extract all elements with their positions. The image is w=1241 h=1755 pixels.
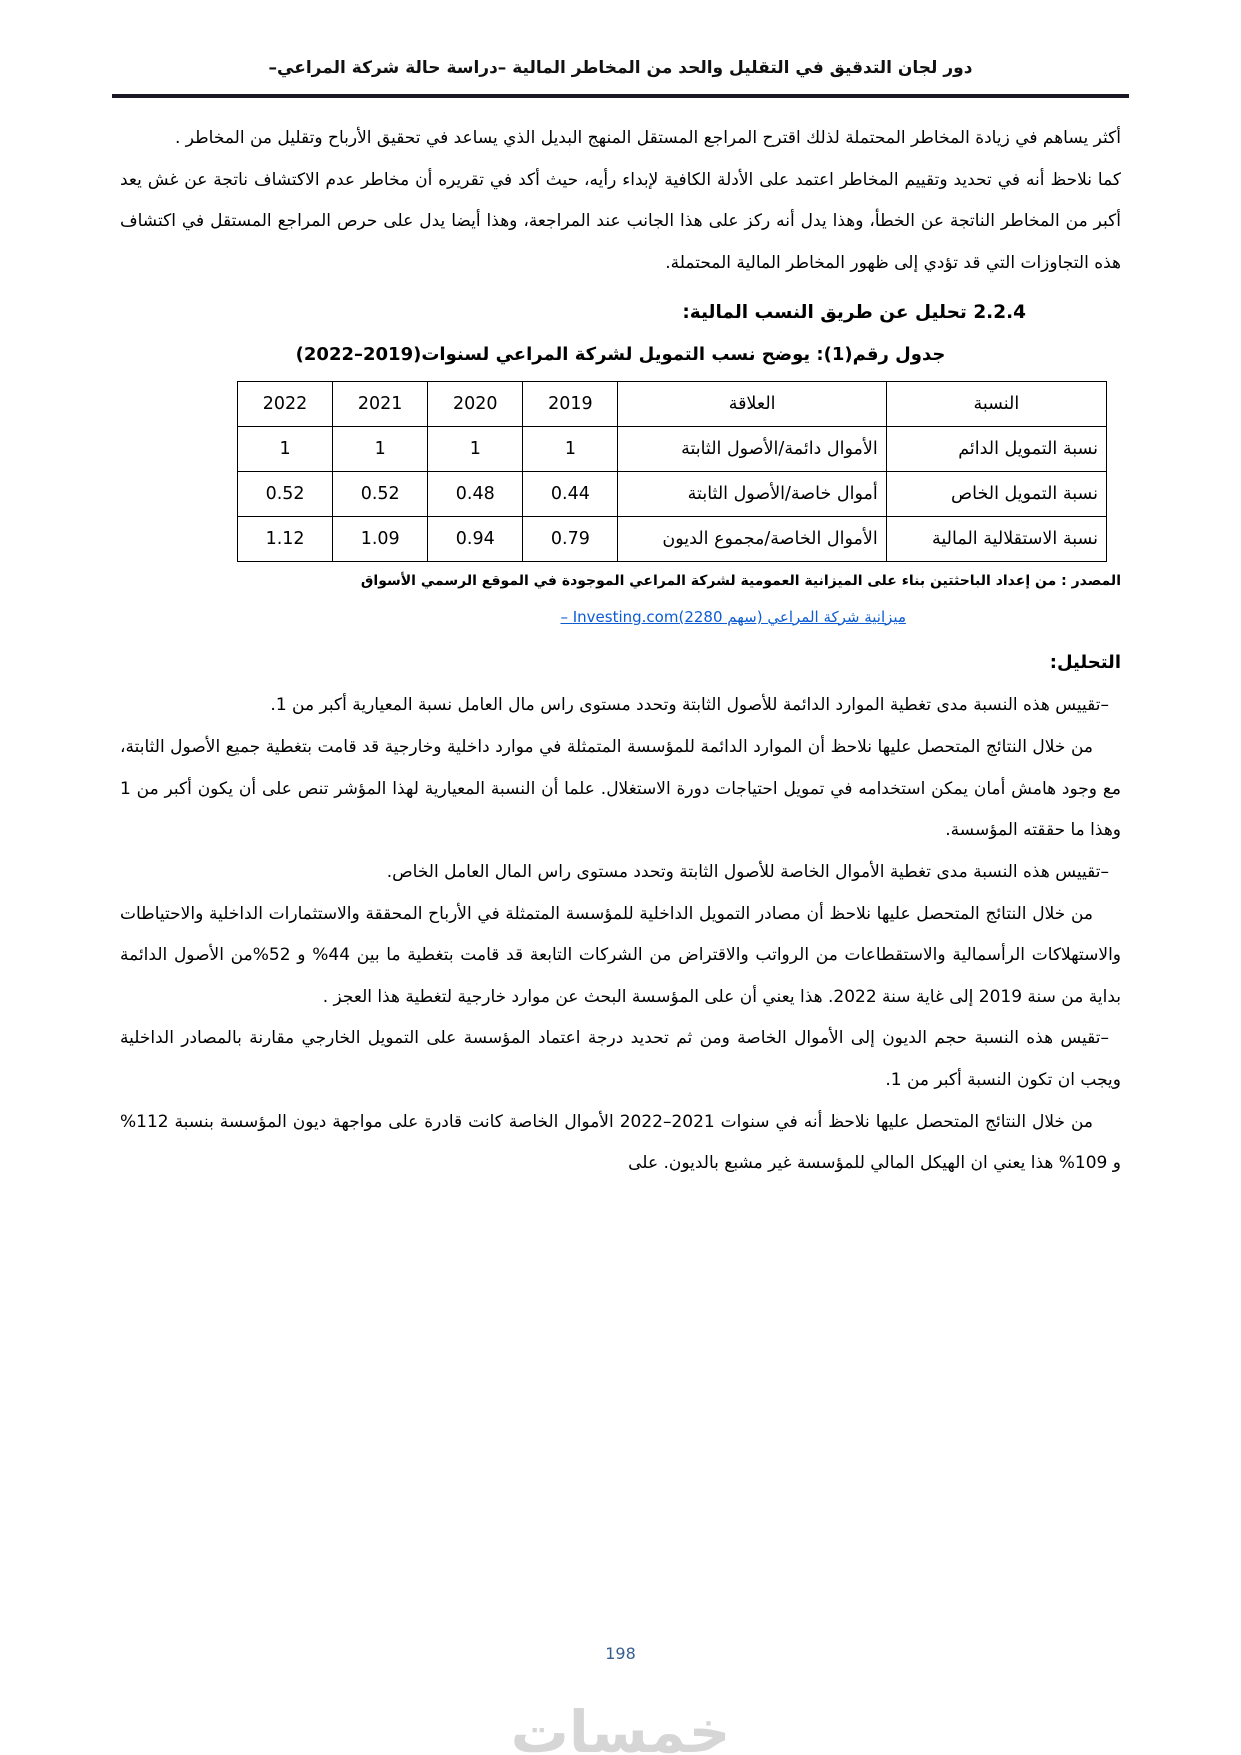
- analysis-paragraph-2: من خلال النتائج المتحصل عليها نلاحظ أن الموارد الدائمة للمؤسسة المتمثلة في موارد داخلية وخارجية قد قامت بتغطية جميع الأصول الثابتة، مع وجود هامش أمان يمكن استخدامه في تمويل احتياجات دورة الاستغلال. علما أن النسبة المعيارية لهذا المؤشر تنص على أن يكون أكبر من 1 وهذا ما حققته المؤسسة.: [120, 736, 1121, 841]
- table-cell-value-2022: 0.52: [238, 472, 333, 517]
- table-cell-ratio-name: نسبة التمويل الخاص: [886, 472, 1106, 517]
- column-header-ratio: النسبة: [886, 382, 1106, 427]
- running-header-title: دور لجان التدقيق في التقليل والحد من المخاطر المالية –دراسة حالة شركة المراعي–: [268, 58, 973, 78]
- table-cell-value-2021: 1: [333, 427, 428, 472]
- analysis-paragraph-1: –تقييس هذه النسبة مدى تغطية الموارد الدائمة للأصول الثابتة وتحدد مستوى راس مال العامل نسبة المعيارية أكبر من 1.: [270, 695, 1109, 716]
- table-cell-value-2021: 1.09: [333, 517, 428, 562]
- intro-paragraph-2: كما نلاحظ أنه في تحديد وتقييم المخاطر اعتمد على الأدلة الكافية لإبداء رأيه، حيث أكد في تقريره أن مخاطر عدم الاكتشاف ناتجة عن غش يعد أكبر من المخاطر الناتجة عن الخطأ، وهذا يدل أنه ركز على هذا الجانب عند المراجعة، وهذا أيضا يدل على حرص المراجع المستقل في اكتشاف هذه التجاوزات التي قد تؤدي إلى ظهور المخاطر المالية المحتملة.: [120, 169, 1121, 273]
- table-cell-value-2019: 0.44: [523, 472, 618, 517]
- table-cell-relation: الأموال الخاصة/مجموع الديون: [618, 517, 886, 562]
- page-content: [0, 98, 1241, 1185]
- table-cell-relation: الأموال دائمة/الأصول الثابتة: [618, 427, 886, 472]
- table-row-financial-independence: [238, 517, 1107, 562]
- intro-paragraph-1: أكثر يساهم في زيادة المخاطر المحتملة لذلك اقترح المراجع المستقل المنهج البديل الذي يساعد في تحقيق الأرباح وتقليل من المخاطر .: [174, 128, 1121, 148]
- table-cell-value-2022: 1.12: [238, 517, 333, 562]
- analysis-heading: التحليل:: [1049, 652, 1121, 674]
- source-link-line: [120, 603, 1121, 632]
- column-header-2020: 2020: [428, 382, 523, 427]
- table-cell-value-2021: 0.52: [333, 472, 428, 517]
- analysis-paragraph-5: –تقيس هذه النسبة حجم الديون إلى الأموال الخاصة ومن ثم تحديد درجة اعتماد المؤسسة على التمويل الخارجي مقارنة بالمصادر الداخلية ويجب ان تكون النسبة أكبر من 1.: [120, 1028, 1121, 1091]
- section-heading-financial-ratios: 2.2.4 تحليل عن طريق النسب المالية:: [682, 301, 1026, 323]
- analysis-paragraph-6: من خلال النتائج المتحصل عليها نلاحظ أنه في سنوات 2021–2022 الأموال الخاصة كانت قادرة على مواجهة ديون المؤسسة بنسبة 112% و 109% هذا يعني ان الهيكل المالي للمؤسسة غير مشبع بالديون. على: [120, 1111, 1121, 1174]
- table-cell-relation: أموال خاصة/الأصول الثابتة: [618, 472, 886, 517]
- table-cell-value-2020: 0.94: [428, 517, 523, 562]
- khamsat-watermark: خمسات: [510, 1698, 731, 1755]
- table-row-private-financing: [238, 472, 1107, 517]
- analysis-paragraph-4: من خلال النتائج المتحصل عليها نلاحظ أن مصادر التمويل الداخلية للمؤسسة المتمثلة في الأرباح المحققة والاستثمارات الداخلية والاحتياطات والاستهلاكات الرأسمالية والاستقطاعات من الرواتب والاقتراض من الشركات التابعة قد قامت بتغطية ما بين 44% و 52%من الأصول الدائمة بداية من سنة 2019 إلى غاية سنة 2022. هذا يعني أن على المؤسسة البحث عن موارد خارجية لتغطية هذا العجز .: [120, 903, 1122, 1007]
- table-cell-value-2019: 1: [523, 427, 618, 472]
- column-header-2022: 2022: [238, 382, 333, 427]
- table-header-row: [238, 382, 1107, 427]
- table-cell-value-2019: 0.79: [523, 517, 618, 562]
- table-caption: جدول رقم(1): يوضح نسب التمويل لشركة المراعي لسنوات(2019–2022): [295, 344, 946, 366]
- table-cell-ratio-name: نسبة التمويل الدائم: [886, 427, 1106, 472]
- table-row-permanent-financing: [238, 427, 1107, 472]
- page-number: 198: [605, 1644, 636, 1663]
- page-header: [0, 0, 1241, 98]
- analysis-paragraph-3: –تقييس هذه النسبة مدى تغطية الأموال الخاصة للأصول الثابتة وتحدد مستوى راس المال العامل الخاص.: [386, 861, 1109, 882]
- table-cell-value-2020: 0.48: [428, 472, 523, 517]
- investing-com-link[interactable]: ميزانية شركة المراعي (سهم 2280)Investing.com –: [560, 607, 906, 626]
- financing-ratios-table: [237, 381, 1107, 562]
- column-header-relation: العلاقة: [618, 382, 886, 427]
- table-cell-value-2022: 1: [238, 427, 333, 472]
- column-header-2021: 2021: [333, 382, 428, 427]
- column-header-2019: 2019: [523, 382, 618, 427]
- table-source-note: المصدر : من إعداد الباحثتين بناء على الميزانية العمومية لشركة المراعي الموجودة في الموقع الرسمي الأسواق: [360, 573, 1121, 590]
- table-cell-value-2020: 1: [428, 427, 523, 472]
- table-cell-ratio-name: نسبة الاستقلالية المالية: [886, 517, 1106, 562]
